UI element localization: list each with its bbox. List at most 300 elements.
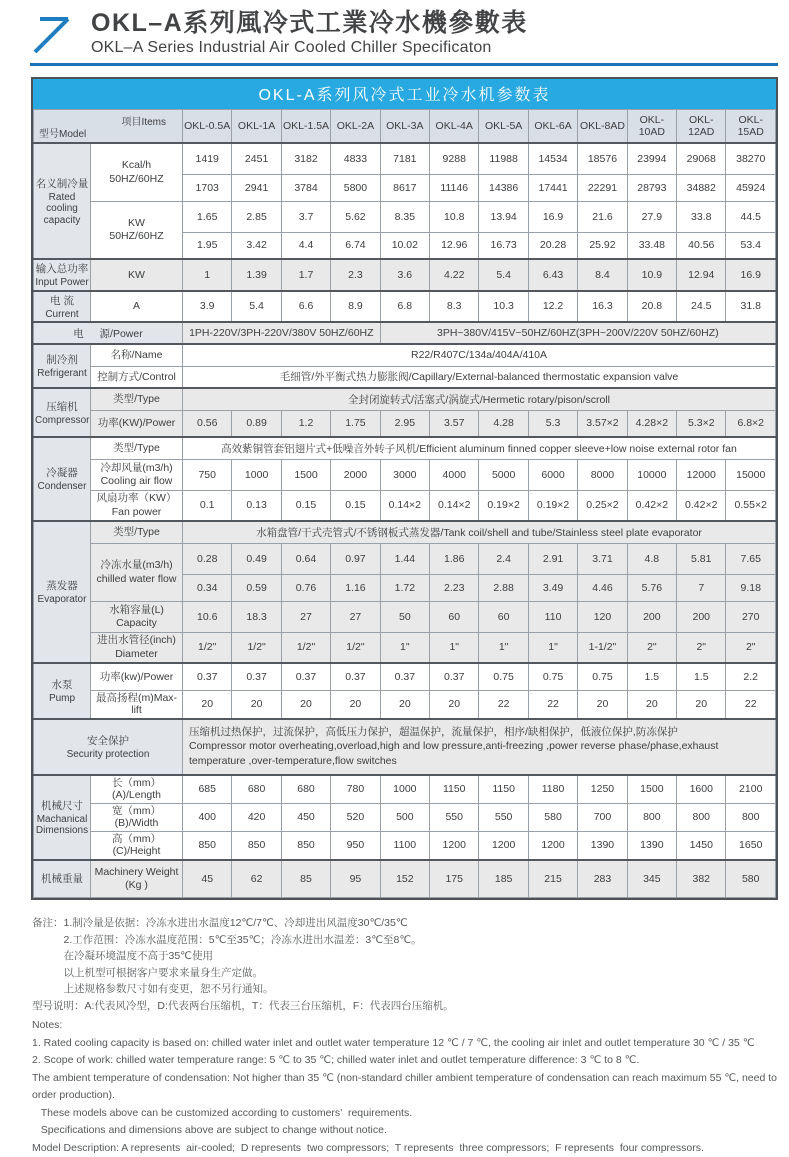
item-label: 宽（mm）(B)/Width <box>92 805 181 830</box>
group-cell <box>34 521 91 663</box>
item-cell <box>91 521 183 543</box>
value-cell: 1.39 <box>232 259 281 291</box>
value-cell: 18.3 <box>232 601 281 632</box>
value-cell: 0.25×2 <box>578 490 627 521</box>
table-row <box>34 259 776 291</box>
value-cell: 3.6 <box>380 259 429 291</box>
value-cell: 1000 <box>380 775 429 804</box>
value-cell: 21.6 <box>578 201 627 232</box>
value-cell: 800 <box>627 803 676 831</box>
value-cell: 1.95 <box>183 232 232 259</box>
value-cell: 700 <box>578 803 627 831</box>
item-label: 长（mm）(A)/Length <box>92 777 181 802</box>
value-cell: 1650 <box>726 831 776 860</box>
item-cell <box>91 259 183 291</box>
value-cell: 9.18 <box>726 574 776 601</box>
value-cell: 0.97 <box>331 543 380 574</box>
table-row <box>34 543 776 574</box>
value-cell: 20 <box>281 690 330 719</box>
value-cell: 38270 <box>726 143 776 174</box>
item-cell <box>91 803 183 831</box>
item-label: KW <box>92 217 181 230</box>
model-column-header: OKL-0.5A <box>183 110 232 144</box>
item-label: 冷却风量(m3/h) <box>92 462 181 475</box>
value-cell: 3182 <box>281 143 330 174</box>
item-label: 类型/Type <box>92 442 181 455</box>
value-cell: 8617 <box>380 174 429 201</box>
value-cell: 2000 <box>331 459 380 490</box>
table-row <box>34 291 776 323</box>
value-cell: 14534 <box>528 143 577 174</box>
value-cell: 0.15 <box>281 490 330 521</box>
span-cell: 全封闭旋转式/活塞式/涡旋式/Hermetic rotary/pison/scroll <box>183 388 776 410</box>
item-label: 类型/Type <box>92 393 181 406</box>
table-row <box>34 344 776 366</box>
value-cell: 450 <box>281 803 330 831</box>
value-cell: 22 <box>479 690 528 719</box>
value-cell: 1100 <box>380 831 429 860</box>
value-cell: 175 <box>430 860 479 898</box>
value-cell: 27 <box>331 601 380 632</box>
value-cell: 8.3 <box>430 291 479 323</box>
header-divider <box>30 63 778 66</box>
value-cell: 1200 <box>528 831 577 860</box>
value-cell: 11988 <box>479 143 528 174</box>
value-cell: 16.73 <box>479 232 528 259</box>
page-header <box>0 0 789 57</box>
span-line: 压缩机过热保护，过流保护，高低压力保护，超温保护，流量保护，相序/缺相保护，低液位保护,防冻保护 <box>189 725 769 740</box>
group-cell <box>34 291 91 323</box>
value-cell: 6.6 <box>281 291 330 323</box>
value-cell: 0.28 <box>183 543 232 574</box>
value-cell: 270 <box>726 601 776 632</box>
item-label: 功率(kw)/Power <box>92 671 181 684</box>
group-label-zh: 水泵 <box>35 677 89 692</box>
group-cell <box>34 388 91 437</box>
value-cell: 5.81 <box>677 543 726 574</box>
span-cell: 1PH-220V/3PH-220V/380V 50HZ/60HZ <box>183 322 381 344</box>
value-cell: 0.1 <box>183 490 232 521</box>
value-cell: 3.49 <box>528 574 577 601</box>
note-line-en: Notes: <box>32 1017 778 1035</box>
value-cell: 44.5 <box>726 201 776 232</box>
value-cell: 4.28 <box>479 410 528 437</box>
model-column-header: OKL-4A <box>430 110 479 144</box>
value-cell: 4833 <box>331 143 380 174</box>
value-cell: 345 <box>627 860 676 898</box>
model-column-header: OKL-5A <box>479 110 528 144</box>
value-cell: 1.7 <box>281 259 330 291</box>
value-cell: 780 <box>331 775 380 804</box>
value-cell: 1.75 <box>331 410 380 437</box>
item-cell <box>91 543 183 601</box>
value-cell: 1" <box>380 632 429 663</box>
span-cell: 毛细管/外平衡式热力膨胀阀/Capillary/External-balanced thermostatic expansion valve <box>183 366 776 388</box>
value-cell: 0.37 <box>331 663 380 690</box>
value-cell: 0.75 <box>479 663 528 690</box>
item-cell <box>91 291 183 323</box>
table-row <box>34 437 776 459</box>
model-column-header: OKL-2A <box>331 110 380 144</box>
note-line-en: The ambient temperature of condensation: Not higher than 35 ℃ (non-standard chiller ambient temperature of condensation can reach maximum 55 ℃, need to order production). <box>32 1070 778 1105</box>
item-label-2: Fan power <box>92 506 181 519</box>
table-row <box>34 831 776 860</box>
value-cell: 4.22 <box>430 259 479 291</box>
group-label-zh: 电 流 <box>35 293 89 308</box>
value-cell: 12.94 <box>677 259 726 291</box>
group-label-zh: 名义制冷量 <box>35 176 89 191</box>
value-cell: 2.88 <box>479 574 528 601</box>
value-cell: 10.6 <box>183 601 232 632</box>
value-cell: 1/2" <box>183 632 232 663</box>
group-label-zh: 制冷剂 <box>35 352 89 367</box>
value-cell: 1000 <box>232 459 281 490</box>
table-row <box>34 803 776 831</box>
group-label-en: Condenser <box>35 481 89 493</box>
value-cell: 152 <box>380 860 429 898</box>
value-cell: 1200 <box>479 831 528 860</box>
table-row <box>34 459 776 490</box>
value-cell: 5.62 <box>331 201 380 232</box>
item-cell <box>91 690 183 719</box>
value-cell: 50 <box>380 601 429 632</box>
item-cell <box>91 366 183 388</box>
value-cell: 62 <box>232 860 281 898</box>
item-label: 最高扬程(m)Max-lift <box>92 692 181 717</box>
item-cell <box>91 663 183 690</box>
group-cell <box>34 775 91 860</box>
item-cell <box>91 344 183 366</box>
note-line-zh: 在冷凝环境温度不高于35℃使用 <box>32 948 778 965</box>
value-cell: 22291 <box>578 174 627 201</box>
value-cell: 20 <box>183 690 232 719</box>
item-cell <box>91 490 183 521</box>
group-label-zh: 安全保护 <box>35 733 181 748</box>
value-cell: 0.15 <box>331 490 380 521</box>
value-cell: 0.37 <box>232 663 281 690</box>
value-cell: 0.14×2 <box>430 490 479 521</box>
table-row <box>34 632 776 663</box>
value-cell: 1" <box>430 632 479 663</box>
value-cell: 0.42×2 <box>627 490 676 521</box>
item-label: 功率(KW)/Power <box>92 417 181 430</box>
item-cell <box>91 437 183 459</box>
note-line-zh: 以上机型可根据客户要求来量身生产定做。 <box>32 965 778 982</box>
model-column-header: OKL-6A <box>528 110 577 144</box>
value-cell: 34882 <box>677 174 726 201</box>
group-cell <box>34 437 91 521</box>
value-cell: 1419 <box>183 143 232 174</box>
value-cell: 1" <box>528 632 577 663</box>
value-cell: 200 <box>677 601 726 632</box>
value-cell: 2.91 <box>528 543 577 574</box>
table-row <box>34 860 776 898</box>
value-cell: 550 <box>479 803 528 831</box>
span-cell: 高效紫铜管套铝翅片式+低噪音外转子风机/Efficient aluminum finned copper sleeve+low noise external rotor fan <box>183 437 776 459</box>
value-cell: 580 <box>528 803 577 831</box>
value-cell: 110 <box>528 601 577 632</box>
value-cell: 95 <box>331 860 380 898</box>
group-label-en: Machanical Dimensions <box>35 814 89 837</box>
value-cell: 1.44 <box>380 543 429 574</box>
value-cell: 1180 <box>528 775 577 804</box>
group-label-en: Rated cooling capacity <box>35 192 89 227</box>
value-cell: 3.42 <box>232 232 281 259</box>
item-cell <box>91 831 183 860</box>
value-cell: 5.3 <box>528 410 577 437</box>
value-cell: 28793 <box>627 174 676 201</box>
value-cell: 420 <box>232 803 281 831</box>
page-title-zh: OKL–A系列風冷式工業冷水機參數表 <box>91 9 528 38</box>
item-cell <box>91 632 183 663</box>
value-cell: 12.96 <box>430 232 479 259</box>
item-cell <box>91 601 183 632</box>
value-cell: 0.13 <box>232 490 281 521</box>
value-cell: 2" <box>677 632 726 663</box>
table-row <box>34 410 776 437</box>
value-cell: 1600 <box>677 775 726 804</box>
item-label: Kcal/h <box>92 159 181 172</box>
item-label: 名称/Name <box>92 349 181 362</box>
group-label-en: Security protection <box>35 749 181 761</box>
value-cell: 3.71 <box>578 543 627 574</box>
value-cell: 6.74 <box>331 232 380 259</box>
value-cell: 0.37 <box>430 663 479 690</box>
value-cell: 17441 <box>528 174 577 201</box>
value-cell: 550 <box>430 803 479 831</box>
item-cell <box>91 775 183 804</box>
value-cell: 1500 <box>281 459 330 490</box>
value-cell: 1200 <box>430 831 479 860</box>
value-cell: 9288 <box>430 143 479 174</box>
value-cell: 5.4 <box>232 291 281 323</box>
value-cell: 680 <box>232 775 281 804</box>
corner-items-label: 项目Items <box>122 113 166 128</box>
value-cell: 0.75 <box>528 663 577 690</box>
value-cell: 1.72 <box>380 574 429 601</box>
value-cell: 10.9 <box>627 259 676 291</box>
model-column-header: OKL-8AD <box>578 110 627 144</box>
value-cell: 685 <box>183 775 232 804</box>
value-cell: 24.5 <box>677 291 726 323</box>
value-cell: 33.48 <box>627 232 676 259</box>
value-cell: 85 <box>281 860 330 898</box>
value-cell: 283 <box>578 860 627 898</box>
item-label: 进出水管径(inch) <box>92 634 181 647</box>
item-label: 冷冻水量(m3/h) <box>92 559 181 572</box>
value-cell: 18576 <box>578 143 627 174</box>
item-label: KW <box>92 269 181 282</box>
model-column-header: OKL-1A <box>232 110 281 144</box>
group-label-en: Input Power <box>35 277 89 289</box>
item-label: 风扇功率（KW） <box>92 492 181 505</box>
note-line-en: 2. Scope of work: chilled water temperature range: 5 ℃ to 35 ℃; chilled water inlet and outlet temperature difference: 3 ℃ to 8 ℃. <box>32 1052 778 1070</box>
value-cell: 500 <box>380 803 429 831</box>
value-cell: 13.94 <box>479 201 528 232</box>
group-label-en: Refrigerant <box>35 368 89 380</box>
item-cell <box>91 388 183 410</box>
value-cell: 1.86 <box>430 543 479 574</box>
value-cell: 7181 <box>380 143 429 174</box>
value-cell: 10.3 <box>479 291 528 323</box>
value-cell: 0.64 <box>281 543 330 574</box>
value-cell: 60 <box>479 601 528 632</box>
table-row <box>34 775 776 804</box>
value-cell: 10.8 <box>430 201 479 232</box>
value-cell: 0.34 <box>183 574 232 601</box>
value-cell: 0.89 <box>232 410 281 437</box>
group-label-zh: 输入总功率 <box>35 261 89 276</box>
value-cell: 0.19×2 <box>528 490 577 521</box>
span-line: Compressor motor overheating,overload,high and low pressure,anti-freezing ,power reverse phase/phase,exhaust temperature ,over-temperature,flow switches <box>189 739 769 768</box>
value-cell: 4000 <box>430 459 479 490</box>
value-cell: 10000 <box>627 459 676 490</box>
value-cell: 16.9 <box>726 259 776 291</box>
value-cell: 0.42×2 <box>677 490 726 521</box>
value-cell: 1703 <box>183 174 232 201</box>
value-cell: 1-1/2" <box>578 632 627 663</box>
value-cell: 0.49 <box>232 543 281 574</box>
item-label: A <box>92 300 181 313</box>
value-cell: 0.59 <box>232 574 281 601</box>
table-row <box>34 490 776 521</box>
note-line-en: 1. Rated cooling capacity is based on: chilled water inlet and outlet water temperature 12 ℃ / 7 ℃, the cooling air inlet and outlet temperature 30 ℃ / 35 ℃ <box>32 1035 778 1053</box>
value-cell: 33.8 <box>677 201 726 232</box>
value-cell: 53.4 <box>726 232 776 259</box>
value-cell: 2.4 <box>479 543 528 574</box>
table-row <box>34 322 776 344</box>
value-cell: 0.76 <box>281 574 330 601</box>
value-cell: 2.95 <box>380 410 429 437</box>
value-cell: 20.28 <box>528 232 577 259</box>
notes-section <box>32 915 778 1157</box>
value-cell: 7.65 <box>726 543 776 574</box>
value-cell: 3.57×2 <box>578 410 627 437</box>
value-cell: 23994 <box>627 143 676 174</box>
group-label-en: Compressor <box>35 415 89 427</box>
value-cell: 6000 <box>528 459 577 490</box>
value-cell: 680 <box>281 775 330 804</box>
item-label-2: (Kg ) <box>92 879 181 892</box>
value-cell: 215 <box>528 860 577 898</box>
spec-table <box>33 109 776 898</box>
value-cell: 3784 <box>281 174 330 201</box>
note-line-en: Model Description: A represents air-cooled; D represents two compressors; T represents three compressors; F represents four compressors. <box>32 1140 778 1157</box>
item-label: 类型/Type <box>92 526 181 539</box>
value-cell: 1.16 <box>331 574 380 601</box>
item-label: 高（mm）(C)/Height <box>92 833 181 858</box>
value-cell: 850 <box>232 831 281 860</box>
value-cell: 4.4 <box>281 232 330 259</box>
value-cell: 1 <box>183 259 232 291</box>
title-block <box>91 9 528 57</box>
value-cell: 520 <box>331 803 380 831</box>
value-cell: 1.5 <box>627 663 676 690</box>
value-cell: 1250 <box>578 775 627 804</box>
group-label-zh: 蒸发器 <box>35 578 89 593</box>
value-cell: 850 <box>183 831 232 860</box>
model-column-header: OKL-1.5A <box>281 110 330 144</box>
item-cell <box>91 410 183 437</box>
group-label-zh: 压缩机 <box>35 399 89 414</box>
value-cell: 8.35 <box>380 201 429 232</box>
value-cell: 1.2 <box>281 410 330 437</box>
value-cell: 5.4 <box>479 259 528 291</box>
value-cell: 0.75 <box>578 663 627 690</box>
item-label: Machinery Weight <box>92 866 181 879</box>
value-cell: 45 <box>183 860 232 898</box>
value-cell: 20 <box>331 690 380 719</box>
value-cell: 382 <box>677 860 726 898</box>
value-cell: 20 <box>232 690 281 719</box>
value-cell: 11146 <box>430 174 479 201</box>
item-label-2: chilled water flow <box>92 573 181 586</box>
notes-en <box>32 1017 778 1157</box>
table-row <box>34 719 776 775</box>
group-cell <box>34 663 91 719</box>
group-cell <box>34 344 91 388</box>
note-line-zh: 备注：1.制冷量是依据：冷冻水进出水温度12℃/7℃、冷却进出风温度30℃/35℃ <box>32 915 778 932</box>
value-cell: 950 <box>331 831 380 860</box>
value-cell: 10.02 <box>380 232 429 259</box>
value-cell: 5.3×2 <box>677 410 726 437</box>
value-cell: 1150 <box>479 775 528 804</box>
value-cell: 20.8 <box>627 291 676 323</box>
value-cell: 850 <box>281 831 330 860</box>
value-cell: 1" <box>479 632 528 663</box>
value-cell: 1/2" <box>331 632 380 663</box>
arrow-up-right-icon <box>28 9 78 55</box>
group-cell <box>34 259 91 291</box>
value-cell: 2.3 <box>331 259 380 291</box>
value-cell: 27 <box>281 601 330 632</box>
value-cell: 580 <box>726 860 776 898</box>
value-cell: 4.8 <box>627 543 676 574</box>
value-cell: 1150 <box>430 775 479 804</box>
value-cell: 60 <box>430 601 479 632</box>
group-cell <box>34 860 91 898</box>
group-label-zh: 机械重量 <box>35 871 89 886</box>
item-label-2: 50HZ/60HZ <box>92 173 181 186</box>
table-row <box>34 690 776 719</box>
value-cell: 400 <box>183 803 232 831</box>
value-cell: 31.8 <box>726 291 776 323</box>
value-cell: 20 <box>430 690 479 719</box>
corner-model-label: 型号Model <box>39 125 86 140</box>
value-cell: 40.56 <box>677 232 726 259</box>
note-line-en: Specifications and dimensions above are subject to change without notice. <box>32 1122 778 1140</box>
table-row <box>34 388 776 410</box>
span-cell <box>183 719 776 775</box>
item-label: 控制方式/Control <box>92 371 181 384</box>
value-cell: 12000 <box>677 459 726 490</box>
note-line-zh: 型号说明：A:代表风冷型，D:代表两台压缩机，T：代表三台压缩机，F：代表四台压缩机。 <box>32 998 778 1015</box>
group-cell: 电 源/Power <box>34 322 183 344</box>
group-label-zh: 机械尺寸 <box>35 798 89 813</box>
note-line-zh: 上述规格参数尺寸如有变更，恕不另行通知。 <box>32 981 778 998</box>
value-cell: 0.19×2 <box>479 490 528 521</box>
value-cell: 1/2" <box>281 632 330 663</box>
value-cell: 2100 <box>726 775 776 804</box>
group-cell <box>34 719 183 775</box>
value-cell: 2941 <box>232 174 281 201</box>
value-cell: 0.37 <box>183 663 232 690</box>
value-cell: 800 <box>726 803 776 831</box>
span-cell: 3PH~380V/415V~50HZ/60HZ(3PH~200V/220V 50HZ/60HZ) <box>380 322 775 344</box>
group-cell <box>34 143 91 259</box>
value-cell: 750 <box>183 459 232 490</box>
value-cell: 0.14×2 <box>380 490 429 521</box>
